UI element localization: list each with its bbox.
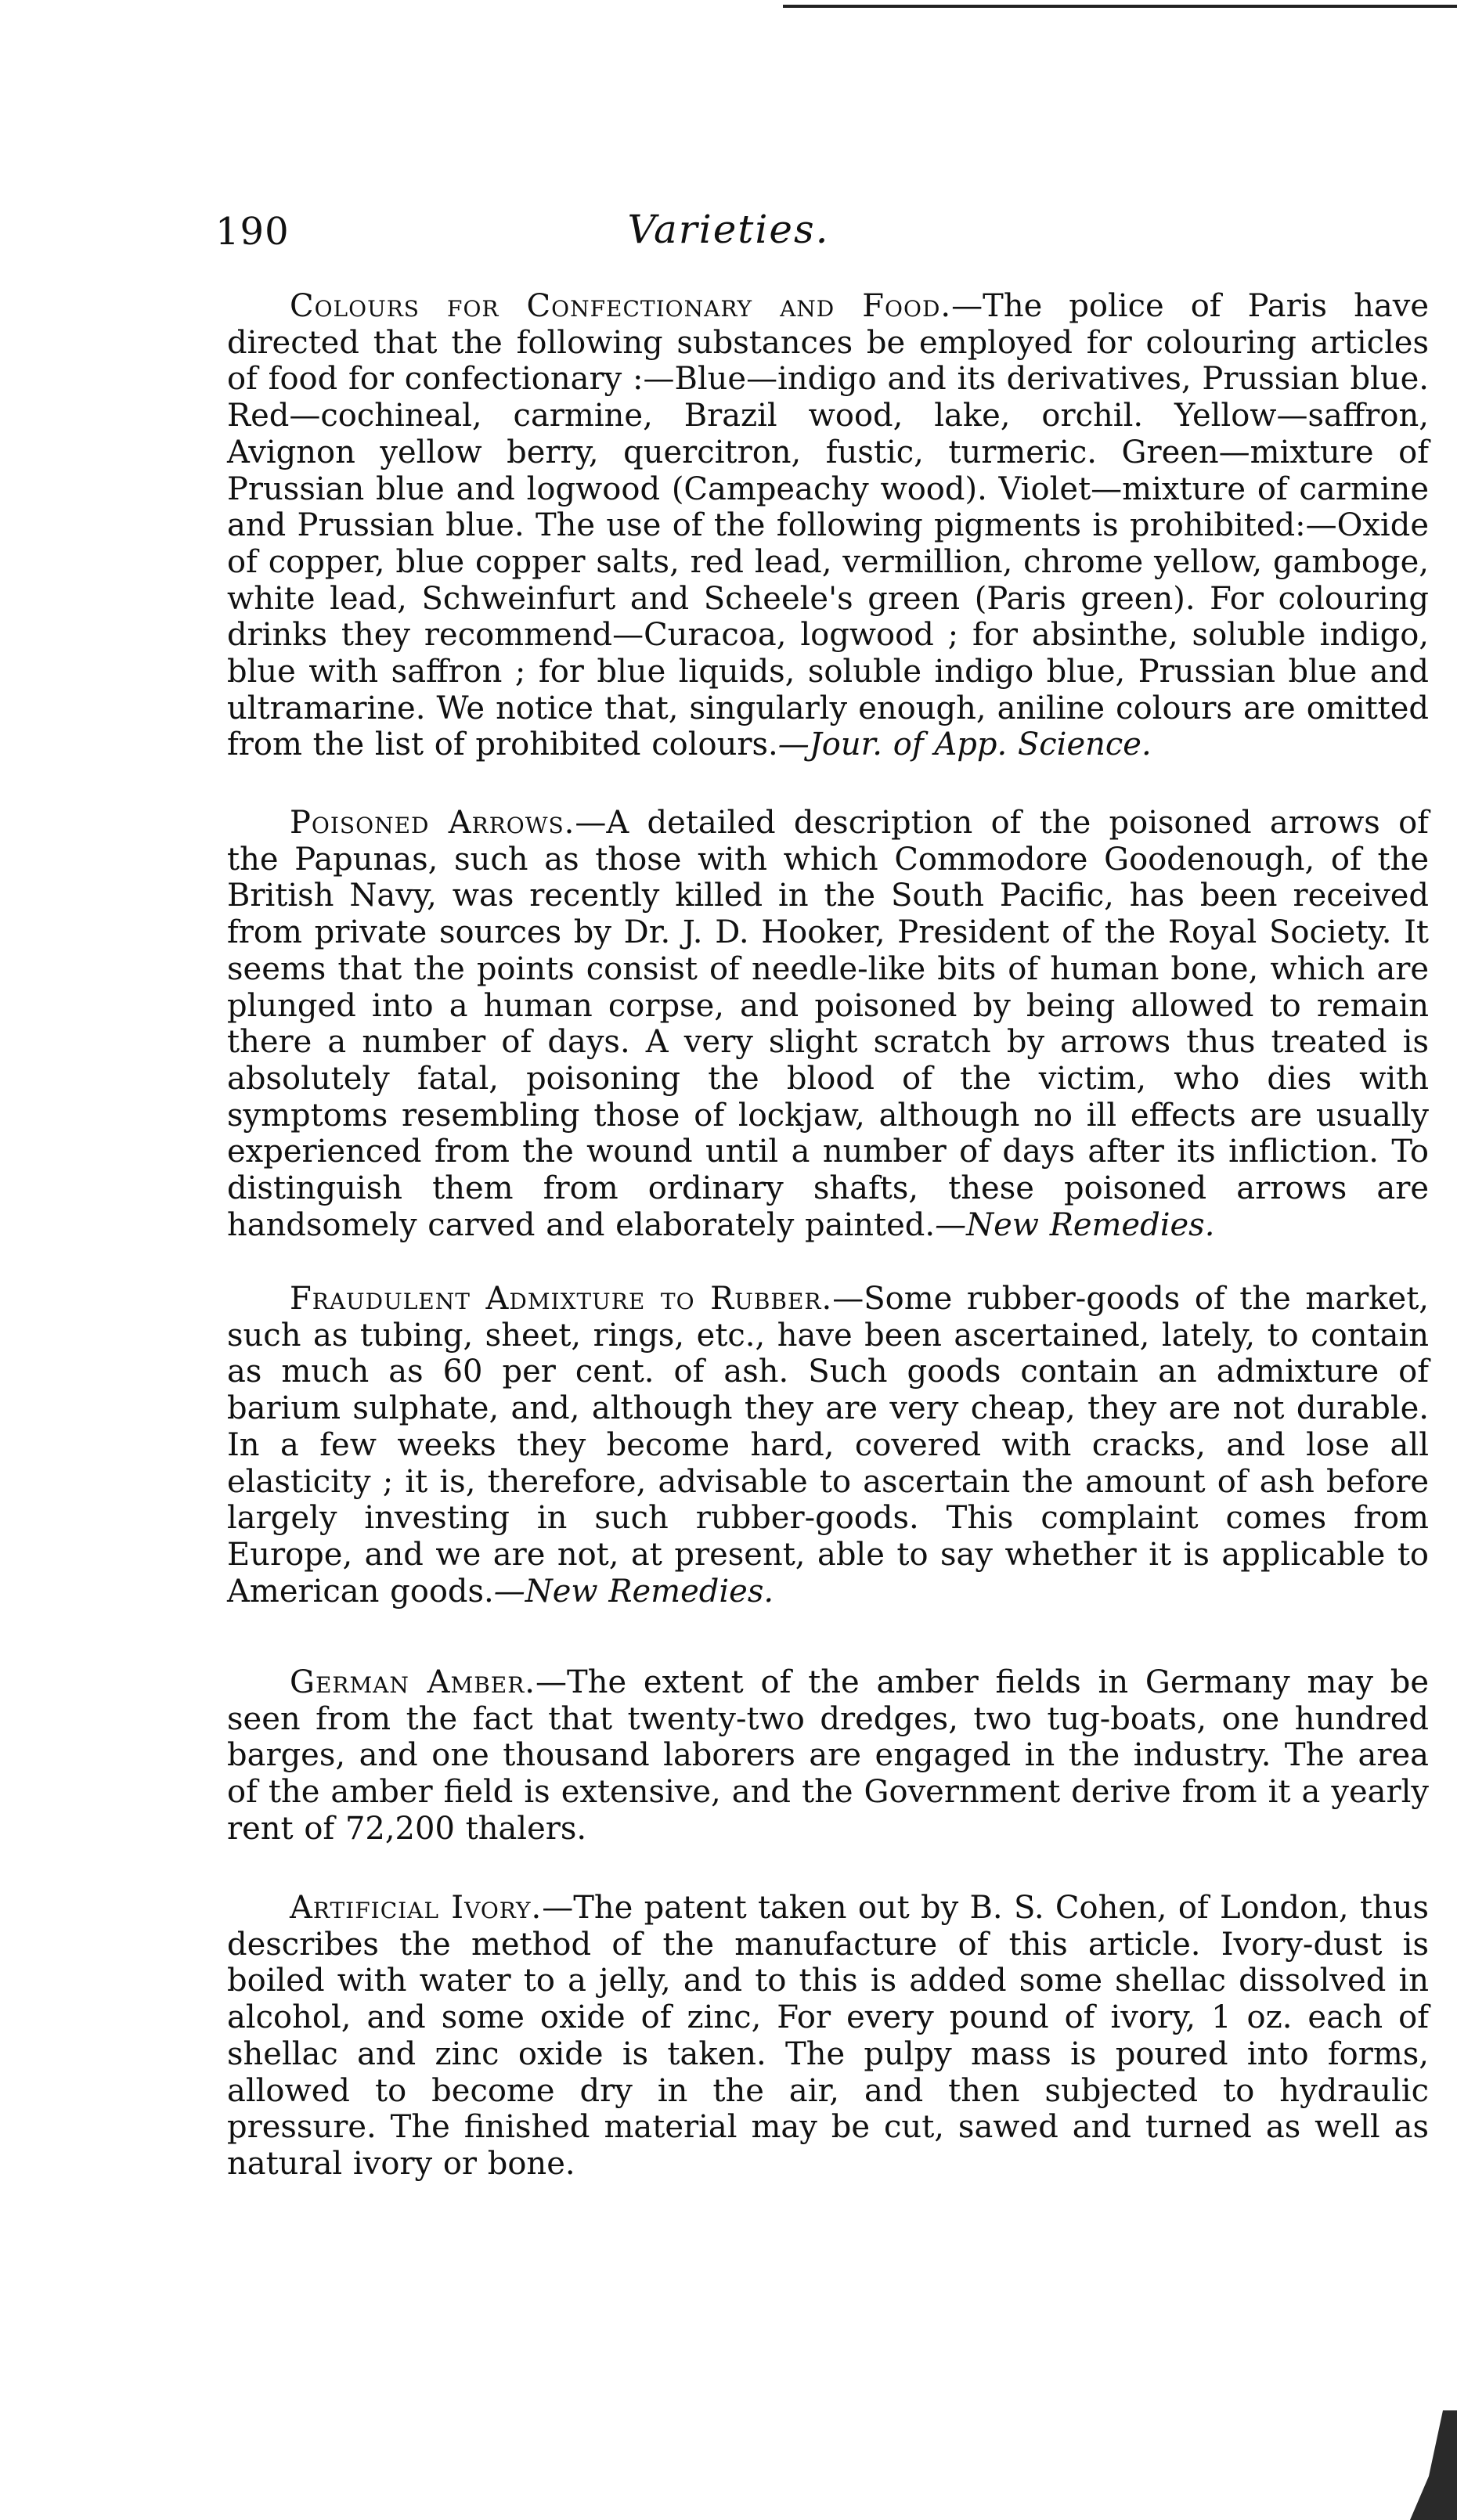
article-body: —The police of Paris have directed that the following substances be employed for colouring articles of food for confectionary :—Blue—indigo and its derivatives, Prussian blue. Red—cochineal, carmine, Brazil wood, lake, orchil. Yellow—saffron, Avignon yellow berry, quercitron, fustic, turmeric. Green—mixture of Prussian blue and logwood (Campeachy wood). Violet—mixture of carmine and Prussian blue. The use of the following pigments is prohibited:—Oxide of copper, blue copper salts, red lead, vermillion, chrome yellow, gamboge, white lead, Schweinfurt and Scheele's green (Paris green). For colouring drinks they recommend—Curacoa, logwood ; for absinthe, soluble indigo, blue with saffron ; for blue liquids, soluble indigo blue, Prussian blue and ultramarine. We notice that, singularly enough, aniline colours are omitted from the list of prohibited colours. bbox=[227, 288, 1429, 763]
article-source: —Jour. of App. Science. bbox=[777, 726, 1152, 763]
article-artificial-ivory bbox=[227, 1890, 1429, 2183]
article-paragraph bbox=[227, 1890, 1429, 2183]
article-heading: Poisoned Arrows. bbox=[290, 805, 575, 841]
article-heading: Artificial Ivory. bbox=[290, 1890, 543, 1926]
article-body: —Some rubber-goods of the market, such as tubing, sheet, rings, etc., have been ascertained, lately, to contain as much as 60 per cent. of ash. Such goods contain an admixture of barium sulphate, and, although they are very cheap, they are not durable. In a few weeks they become hard, covered with cracks, and lose all elasticity ; it is, therefore, advisable to ascertain the amount of ash before largely investing in such rubber-goods. This complaint comes from Europe, and we are not, at present, able to say whether it is applicable to American goods. bbox=[227, 1281, 1429, 1610]
article-source: —New Remedies. bbox=[493, 1573, 774, 1610]
article-paragraph bbox=[227, 805, 1429, 1243]
article-heading: Fraudulent Admixture to Rubber. bbox=[290, 1281, 833, 1317]
article-body: —A detailed description of the poisoned arrows of the Papunas, such as those with which Commodore Goodenough, of the British Navy, was recently killed in the South Pacific, has been received from private sources by Dr. J. D. Hooker, President of the Royal Society. It seems that the points consist of needle-like bits of human bone, which are plunged into a human corpse, and poisoned by being allowed to remain there a number of days. A very slight scratch by arrows thus treated is absolutely fatal, poisoning the blood of the victim, who dies with symptoms resembling those of lockjaw, although no ill effects are usually experienced from the wound until a number of days after its infliction. To distinguish them from ordinary shafts, these poisoned arrows are handsomely carved and elaborately painted. bbox=[227, 805, 1429, 1243]
page-edge-mark bbox=[1410, 2410, 1457, 2520]
article-paragraph bbox=[227, 288, 1429, 763]
article-german-amber bbox=[227, 1664, 1429, 1848]
article-source: —New Remedies. bbox=[935, 1206, 1215, 1243]
article-colours-for-confectionary bbox=[227, 288, 1429, 763]
article-poisoned-arrows bbox=[227, 805, 1429, 1243]
article-paragraph bbox=[227, 1664, 1429, 1848]
article-heading: German Amber. bbox=[290, 1664, 536, 1700]
page-number: 190 bbox=[215, 210, 290, 254]
top-rule bbox=[783, 5, 1457, 8]
article-body: —The extent of the amber fields in Germany may be seen from the fact that twenty-two dredges, two tug-boats, one hundred barges, and one thousand laborers are engaged in the industry. The area of the amber field is extensive, and the Government derive from it a yearly rent of 72,200 thalers. bbox=[227, 1664, 1430, 1847]
article-heading: Colours for Confectionary and Food. bbox=[290, 288, 952, 324]
article-paragraph bbox=[227, 1281, 1429, 1610]
article-fraudulent-admixture-to-rubber bbox=[227, 1281, 1429, 1610]
running-head: Varieties. bbox=[627, 207, 830, 252]
article-body: —The patent taken out by B. S. Cohen, of London, thus describes the method of the manufacture of this article. Ivory-dust is boiled with water to a jelly, and to this is added some shellac dissolved in alcohol, and some oxide of zinc, For every pound of ivory, 1 oz. each of shellac and zinc oxide is taken. The pulpy mass is poured into forms, allowed to become dry in the air, and then subjected to hydraulic pressure. The finished material may be cut, sawed and turned as well as natural ivory or bone. bbox=[227, 1890, 1429, 2182]
